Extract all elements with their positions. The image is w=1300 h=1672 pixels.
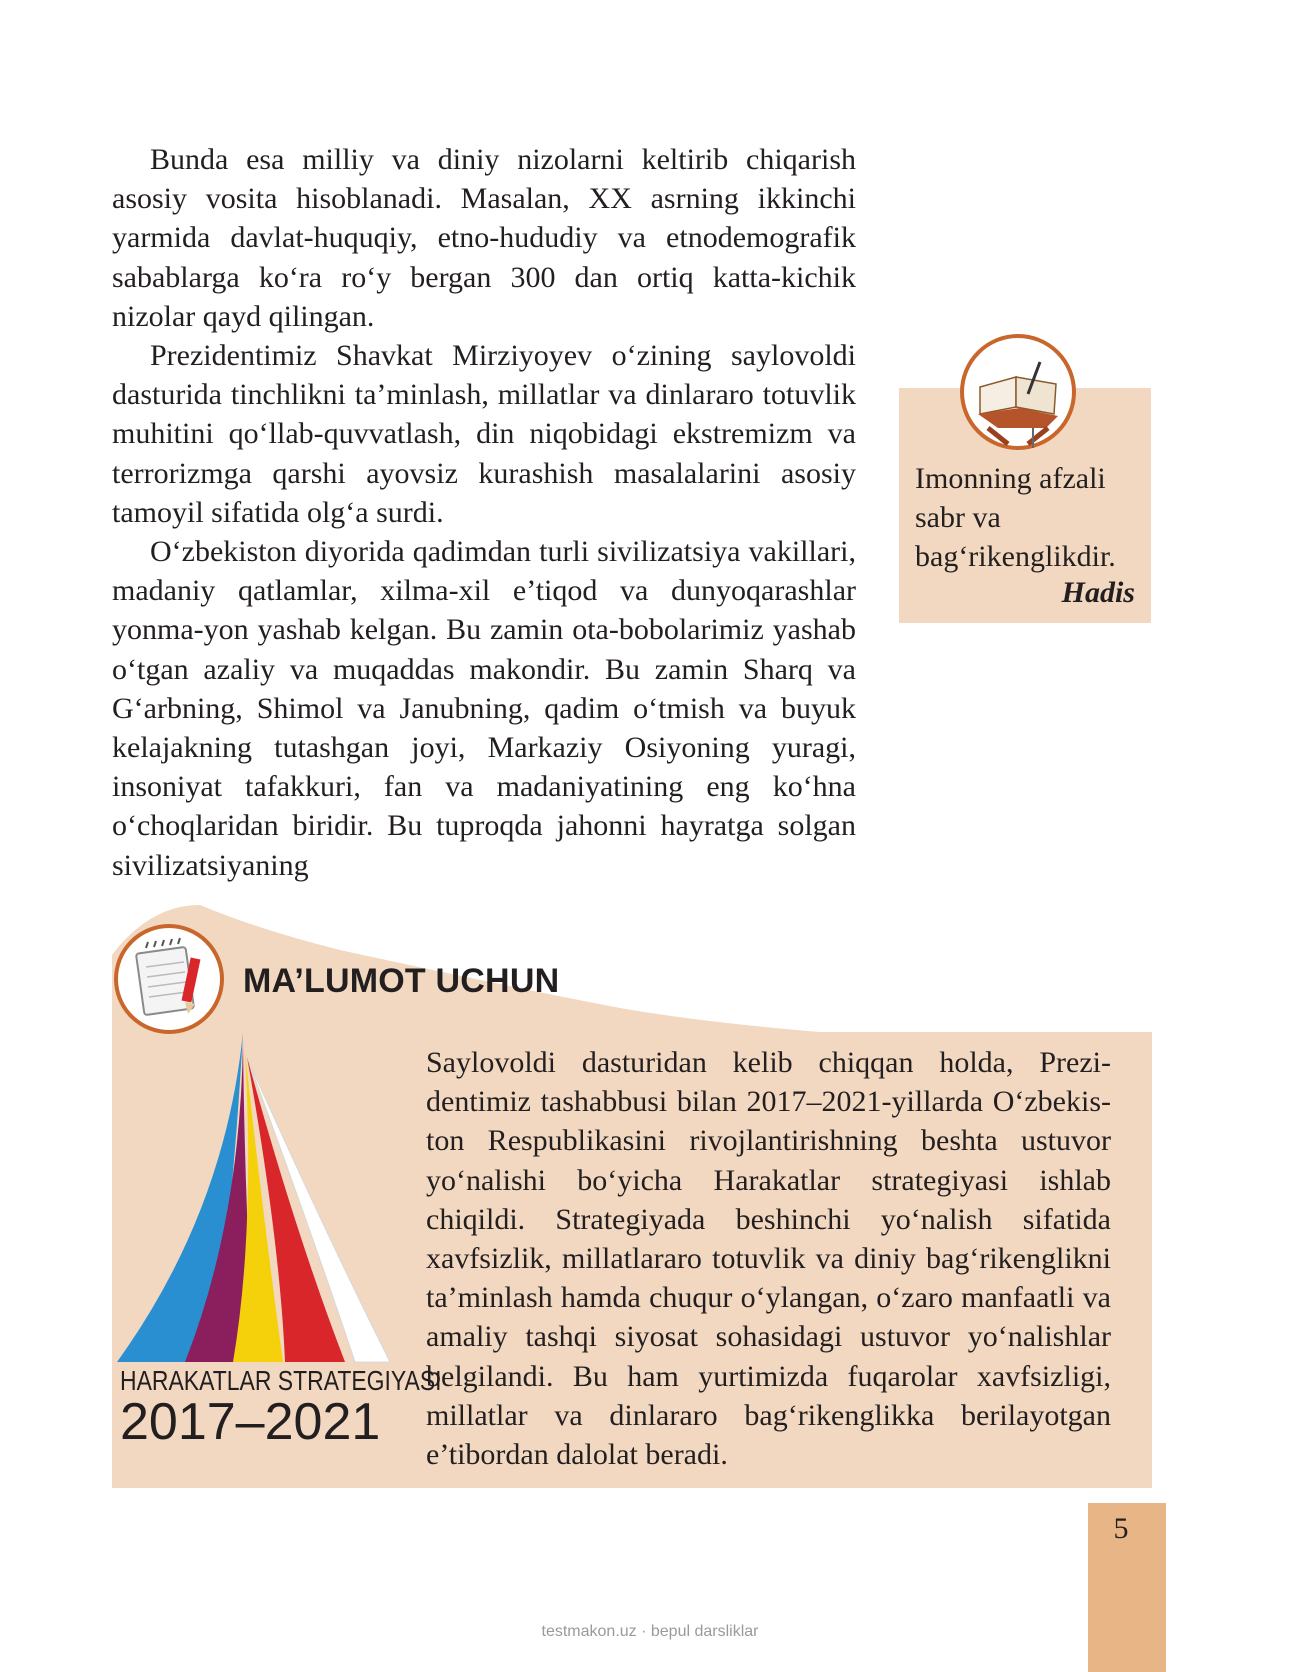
info-text — [426, 1043, 1111, 1474]
info-heading: MA’LUMOT UCHUN — [243, 962, 560, 1000]
quote-text: Imonning afzali sabr va bag‘rikenglikdir. — [915, 462, 1116, 573]
paragraph-3: O‘zbekiston diyorida qadimdan turli sivilizatsiya vakillari, madaniy qatlamlar, xilma-xil e’tiqod va dunyoqarashlar yonma-yon yashab kelgan. Bu zamin ota-bobolarimiz yashab o‘tgan azaliy va muqaddas makondir. Bu zamin Sharq va G‘arbning, Shimol va Janubning, qadim o‘tmish va buyuk kelajakning tutashgan joyi, Markaziy Osiyoning yuragi, insoniyat tafakkuri, fan va madaniyatining eng ko‘hna o‘choqlaridan biridir. Bu tuproqda jahonni hayratga solgan sivilizatsiyaning — [112, 535, 856, 882]
page-number: 5 — [1113, 1512, 1129, 1545]
paragraph-2: Prezidentimiz Shavkat Mirziyoyev o‘zining saylovoldi dasturida tinchlikni ta’minlash, millatlar va dinlararo totuvlik muhitini qo‘llab-quvvatlash, din niqobidagi ekstremizm va terrorizmga qarshi ayovsiz kurashish masalalarini asosiy tamoyil sifatida olg‘a surdi. — [112, 339, 856, 529]
logo-years: 2017–2021 — [120, 1393, 381, 1451]
paragraph-1: Bunda esa milliy va diniy nizolarni keltirib chiqarish asosiy vosita hisoblanadi. Masalan, XX asrning ikkinchi yarmida davlat-huquqiy, etno-hududiy va etnodemografik sabablarga ko‘ra ro‘y bergan 300 dan ortiq katta-kichik nizolar qayd qilingan. — [112, 143, 856, 333]
logo-title: HARAKATLAR STRATEGIYASI — [120, 1365, 442, 1396]
quote-author: Hadis — [1061, 576, 1135, 609]
watermark: testmakon.uz · bepul darsliklar — [541, 1623, 759, 1640]
info-paragraph: Saylovoldi dasturidan kelib chiqqan holda, Prezidentimiz tashabbusi bilan 2017–2021-yillarda O‘zbekiston Respublikasini rivojlantirishning beshta ustuvor yo‘nalishi bo‘yicha Harakatlar strategiyasi ishlab chiqildi. Strategiyada beshinchi yo‘nalish sifatida xavfsizlik, millatlararo totuvlik va diniy bag‘rikenglikni ta’minlash hamda chuqur o‘ylangan, o‘zaro manfaatli va amaliy tashqi siyosat sohasidagi ustuvor yo‘nalishlar belgilandi. Bu ham yurtimizda fuqarolar xavfsizligi, millatlar va dinlararo bag‘rikenglikka berilayotgan e’tibordan dalolat beradi. — [426, 1046, 1111, 1472]
notepad-pencil-icon — [112, 922, 227, 1037]
